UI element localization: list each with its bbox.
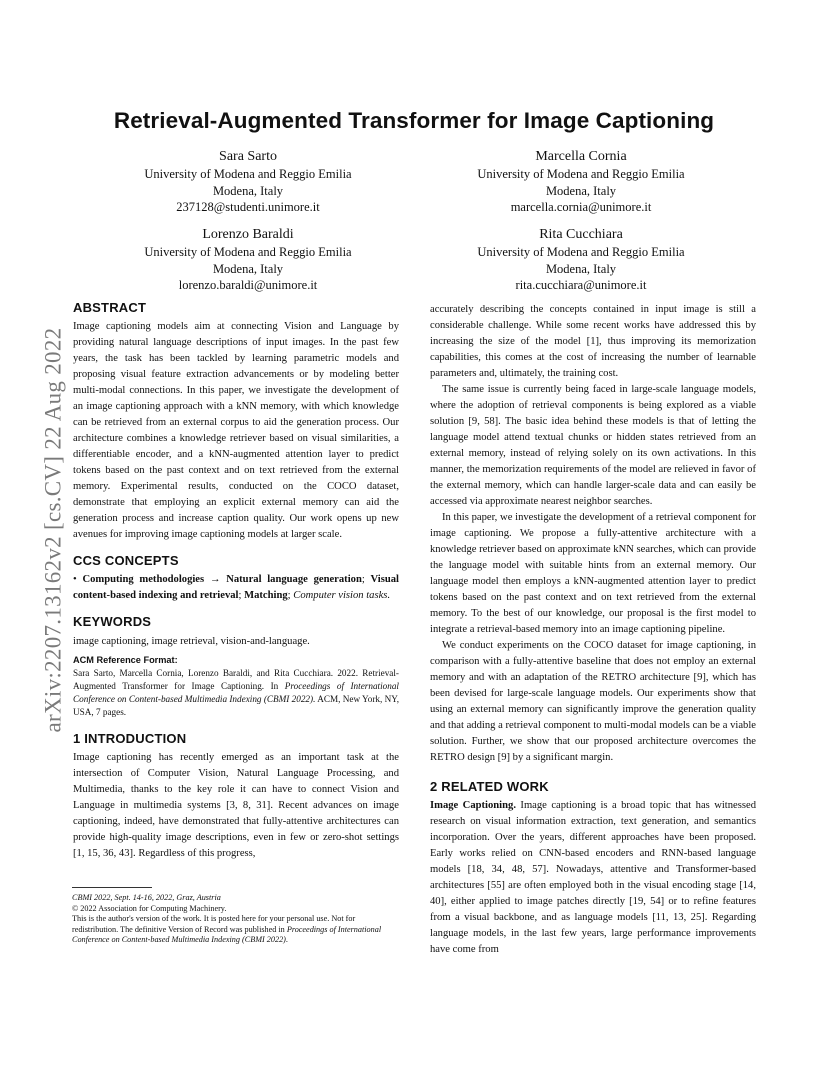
related-paragraph	[430, 798, 756, 958]
ccs-concept: Visual content-based indexing and retrieval	[73, 574, 399, 601]
author-affiliation: University of Modena and Reggio Emilia	[477, 245, 685, 259]
intro-paragraph-1: Image captioning has recently emerged as an important task at the intersection of Computer Vision, Natural Language Processing, and Multimedia, thanks to the key role it can have to connect Vision and Language in multimedia systems [3, 8, 31]. Recent advances on image captioning, indeed, have demonstrated that fully-attentive architectures can provide high-quality image descriptions, even in few or zero-shot settings [1, 15, 36, 43]. Regardless of this progress,	[73, 752, 399, 859]
author-name: Lorenzo Baraldi	[202, 227, 294, 242]
author-name: Marcella Cornia	[535, 149, 627, 164]
ccs-concept: Matching	[244, 590, 288, 601]
footnote-copyright: © 2022 Association for Computing Machinery.	[72, 903, 227, 913]
author-location: Modena, Italy	[545, 183, 617, 198]
arxiv-stamp	[40, 300, 66, 760]
right-column	[430, 302, 756, 958]
author-affiliation: University of Modena and Reggio Emilia	[477, 167, 685, 181]
footnote-notice-venue: Proceedings of International Conference on Content-based Multimedia Indexing (CBMI 2022)	[72, 924, 382, 945]
author-block-1	[88, 147, 408, 216]
acm-reference	[73, 654, 399, 719]
ccs-concept: Natural language generation	[226, 574, 362, 585]
related-heading: 2 RELATED WORK	[430, 779, 549, 794]
footnote-notice-text: This is the author's version of the work. It is posted here for your personal use. Not for redistribution. The definitive Version of Record was published in	[72, 914, 356, 934]
acm-reference-heading: ACM Reference Format:	[73, 655, 178, 665]
author-email[interactable]: lorenzo.baraldi@unimore.it	[178, 278, 318, 292]
ccs-concept: Computer vision tasks	[293, 590, 388, 601]
footnote-rule	[72, 887, 152, 888]
author-block-2	[421, 147, 741, 216]
author-affiliation: University of Modena and Reggio Emilia	[144, 245, 352, 259]
keywords-heading: KEYWORDS	[73, 614, 152, 629]
ccs-sep: ;	[287, 590, 291, 601]
ccs-sep: ;	[361, 574, 365, 585]
abstract-text: Image captioning models aim at connecting Vision and Language by providing natural language descriptions of input images. In the past few years, the task has been tackled by learning parametric models and proposing visual feature extraction advancements or by modeling better multi-modal connections. In this paper, we investigate the development of an image captioning approach with a kNN memory, with which knowledge can be retrieved from an external corpus to aid the generation process. Our architecture combines a knowledge retriever based on visual similarities, a differentiable encoder, and a kNN-augmented attention layer to predict tokens based on the past context and on text retrieved from the external memory. Experimental results, conducted on the COCO dataset, demonstrate that employing an explicit external memory can aid the generation process and increase caption quality. Our work opens up new avenues for improving image captioning models at larger scale.	[73, 321, 399, 540]
author-location: Modena, Italy	[212, 183, 284, 198]
ccs-concept: Computing methodologies	[82, 574, 205, 585]
intro-paragraph-3: In this paper, we investigate the development of a retrieval component for image captioning. We propose a fully-attentive architecture with a knowledge retriever based on approximate kNN searches, which can provide the language model with suitable hints from an external memory. Our language model then employs a kNN-augmented attention layer to predict tokens based on the past context and on text retrieved from the external memory. To the best of our knowledge, our proposal is the first model to integrate a retrieval-based memory into an image captioning pipeline.	[430, 512, 756, 635]
ccs-text	[73, 572, 399, 604]
author-name: Rita Cucchiara	[539, 227, 623, 242]
author-location: Modena, Italy	[212, 261, 284, 276]
left-column	[73, 300, 399, 862]
footnote-conference: CBMI 2022, Sept. 14-16, 2022, Graz, Austria	[72, 893, 221, 902]
ccs-arrow: →	[209, 574, 221, 585]
arxiv-stamp-text: arXiv:2207.13162v2 [cs.CV] 22 Aug 2022	[40, 327, 65, 733]
paper-title: Retrieval-Augmented Transformer for Image Captioning	[113, 108, 715, 133]
related-text: Image captioning is a broad topic that has witnessed research on visual information extraction, text generation, and semantics incorporation. Over the years, different approaches have been proposed. Early works relied on CNN-based encoders and RNN-based language models [18, 34, 48, 57]. Nowadays, attentive and Transformer-based architectures [55] are often employed both in the visual encoding stage [14, 40], either applied to image patches directly [19, 54] or to refine features from a visual backbone, and as language models [11, 13, 25]. Regarding language models, in the last few years, large performance improvements have come from	[430, 800, 756, 955]
footnote-notice-end: .	[285, 935, 288, 945]
author-name: Sara Sarto	[219, 149, 277, 164]
author-location: Modena, Italy	[545, 261, 617, 276]
intro-paragraph-1-continued: accurately describing the concepts contained in input image is still a considerable challenge. While some recent works have addressed this by increasing the size of the model [1], thus improving its memorization capabilities, this comes at the cost of increasing the number of learnable parameters and, ultimately, the training cost.	[430, 304, 756, 379]
intro-paragraph-4: We conduct experiments on the COCO dataset for image captioning, in comparison with a fully-attentive baseline that does not employ an external memory and with an adaptation of the RETRO architecture [9], which has been devised for large-scale language models. Our experiments show that using an external memory can significantly improve the generation quality and that adding a retrieval component to multi-modal models can be a viable solution. Further, we show that our proposed architecture overcomes the RETRO design [9] by a significant margin.	[430, 640, 756, 763]
ccs-heading: CCS CONCEPTS	[73, 553, 179, 568]
acm-reference-venue: Proceedings of International Conference on Content-based Multimedia Indexing (CBMI 2022).	[73, 681, 399, 704]
author-block-4	[421, 225, 741, 294]
keywords-text: image captioning, image retrieval, vision-and-language.	[73, 636, 310, 647]
author-affiliation: University of Modena and Reggio Emilia	[144, 167, 352, 181]
intro-paragraph-2: The same issue is currently being faced in large-scale language models, where the adoption of retrieval components is being explored as a viable solution [9, 58]. The basic idea behind these models is that of letting the language model attend textual chunks or hidden states retrieved from an external memory, instead of relying solely on its own activations. In this manner, the memorization requirements of the model are relieved in favor of the external memory, which can handle larger-scale data and can easily be accessed via approximate nearest neighbor searches.	[430, 384, 756, 507]
acm-reference-tail: ACM, New York, NY, USA, 7 pages.	[73, 694, 399, 717]
author-email[interactable]: rita.cucchiara@unimore.it	[515, 278, 647, 292]
acm-reference-text	[73, 667, 399, 719]
ccs-sep: ;	[238, 590, 242, 601]
abstract-heading: ABSTRACT	[73, 300, 147, 315]
author-email[interactable]: marcella.cornia@unimore.it	[510, 200, 652, 214]
ccs-end: .	[387, 590, 391, 601]
intro-heading: 1 INTRODUCTION	[73, 731, 187, 746]
related-lead: Image Captioning.	[430, 800, 516, 811]
footnote	[72, 893, 400, 946]
footnote-notice	[72, 914, 400, 946]
author-email[interactable]: 237128@studenti.unimore.it	[176, 200, 320, 214]
ccs-bullet: •	[73, 574, 77, 585]
author-block-3	[88, 225, 408, 294]
acm-reference-authors: Sara Sarto, Marcella Cornia, Lorenzo Baraldi, and Rita Cucchiara. 2022. Retrieval-Augmented Transformer for Image Captioning. In	[73, 668, 399, 691]
